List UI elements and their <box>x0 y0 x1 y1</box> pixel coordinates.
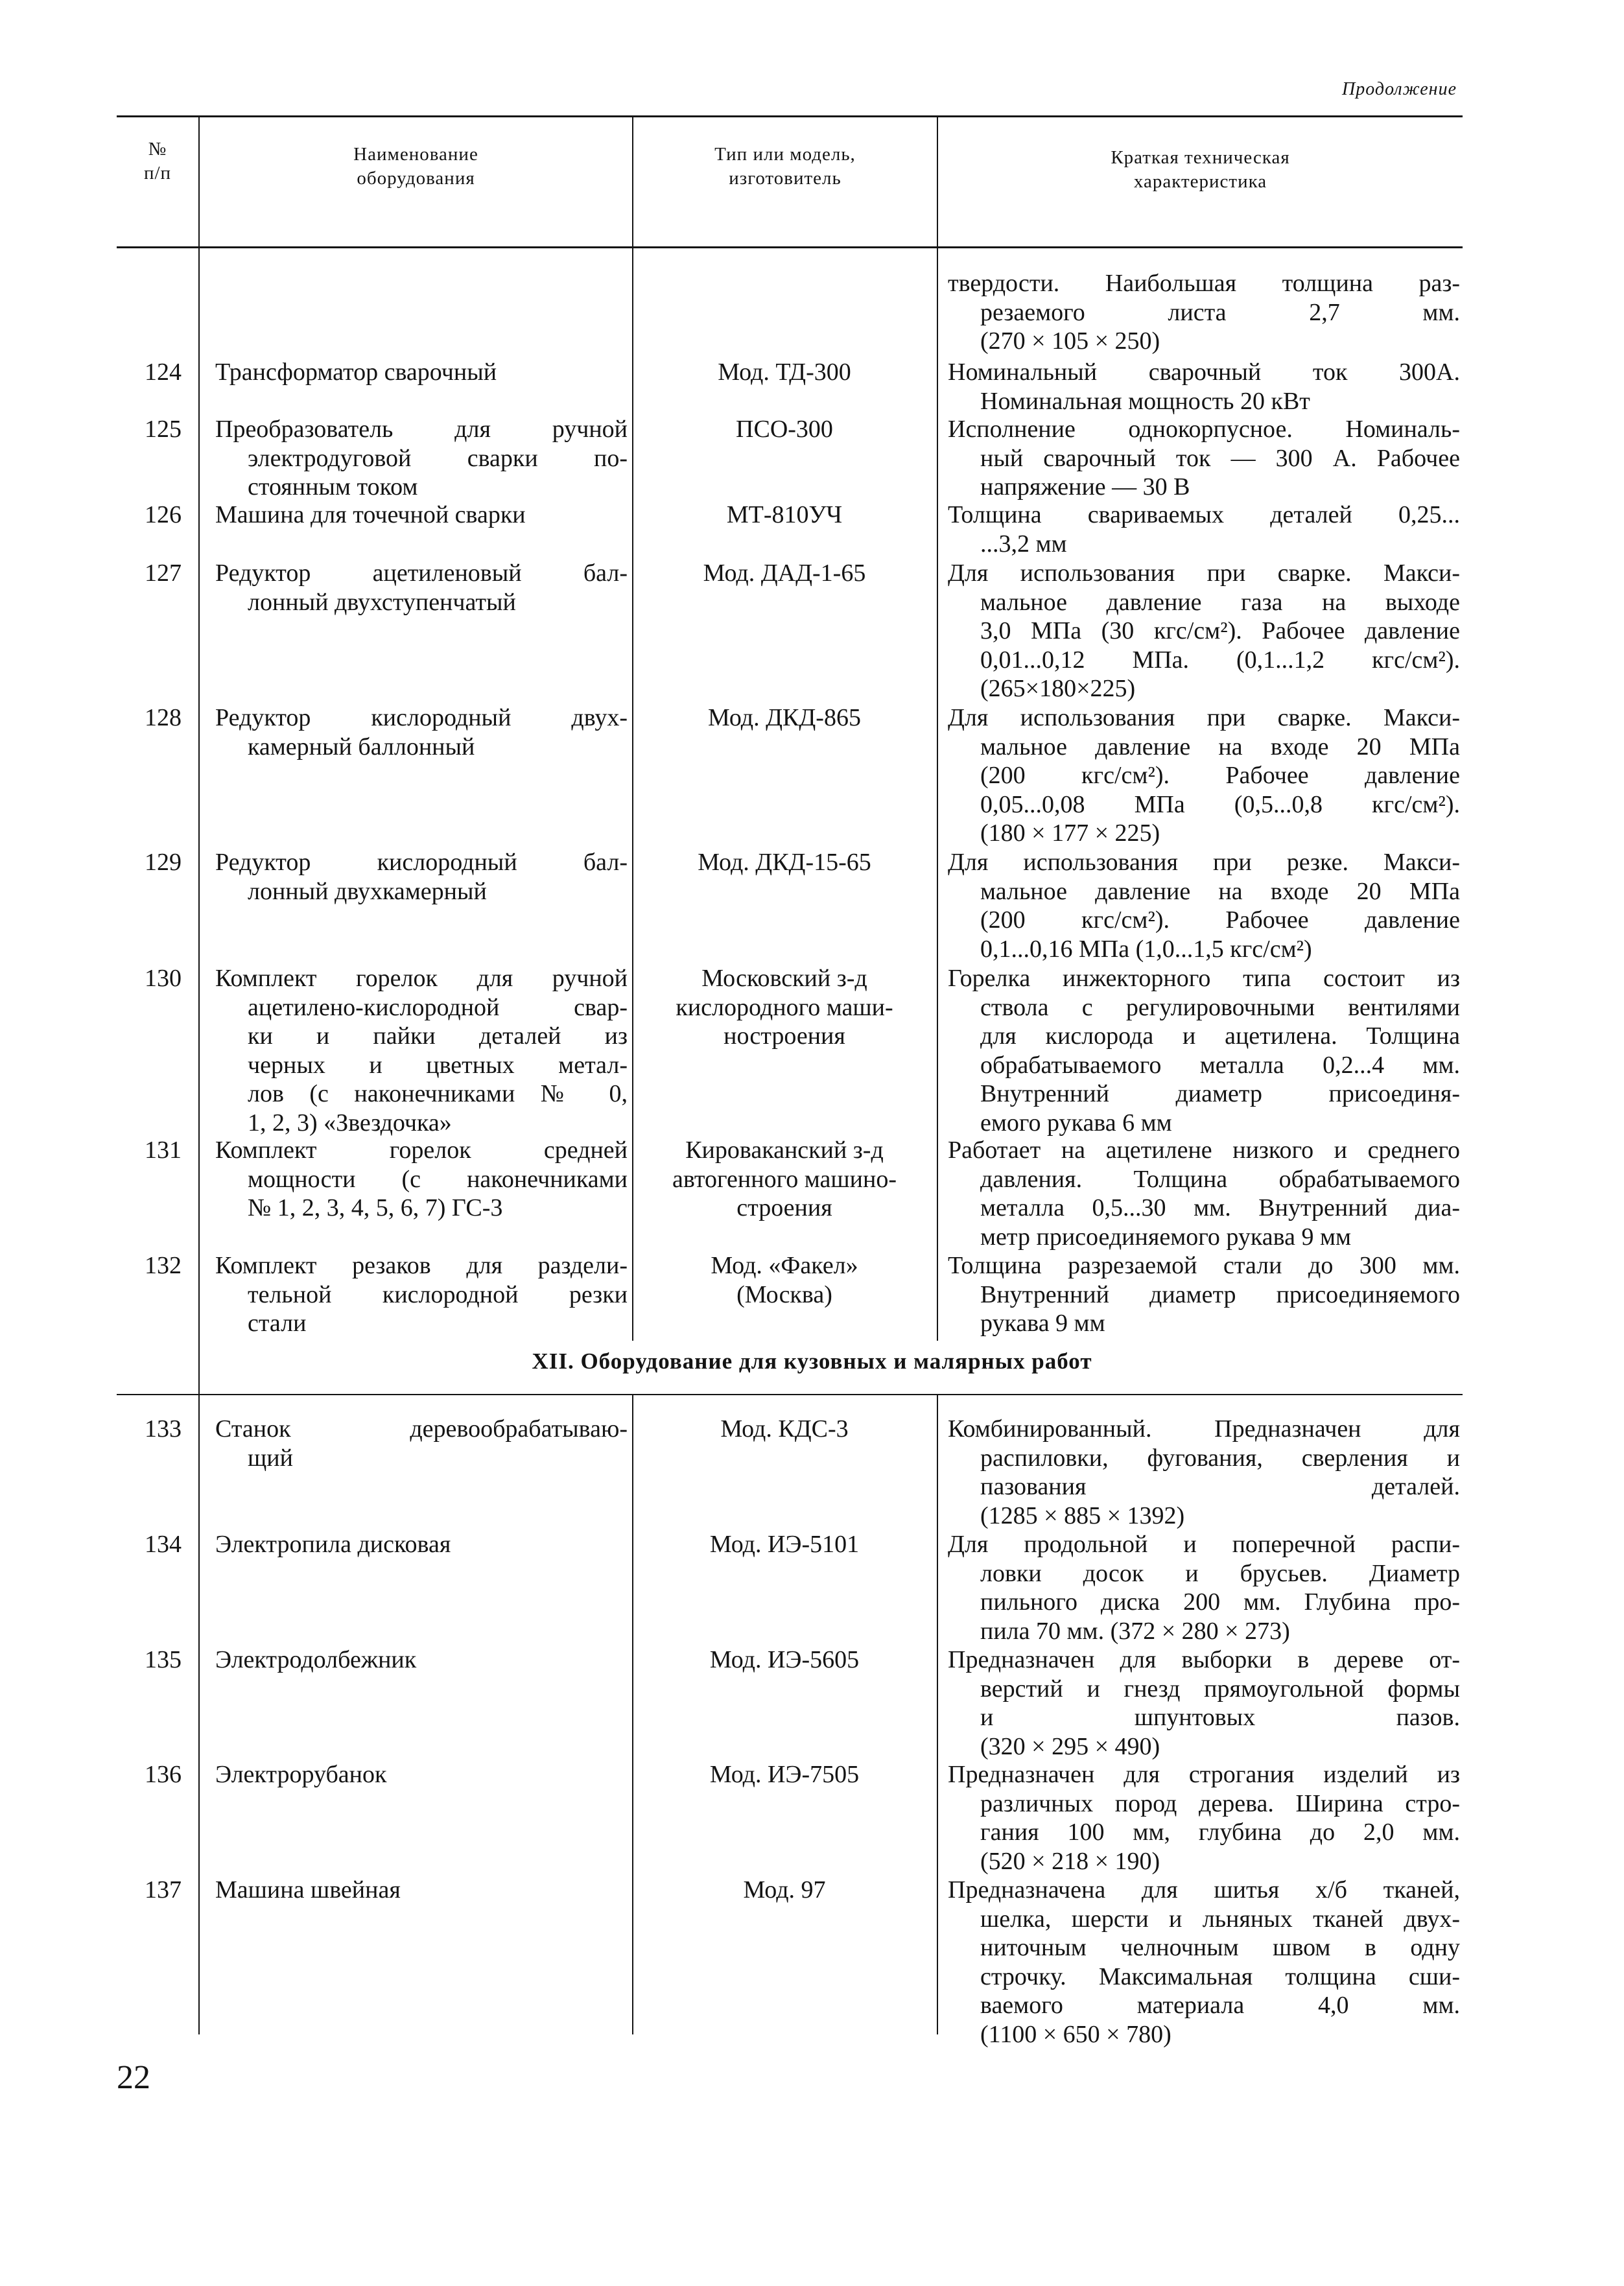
equipment-spec-line: (520 × 218 × 190) <box>980 1847 1160 1875</box>
equipment-spec-line: Работает на ацетилене низкого и среднего <box>948 1137 1460 1164</box>
equipment-spec <box>948 848 1460 963</box>
page-number: 22 <box>117 2059 150 2096</box>
equipment-spec <box>948 1760 1460 1876</box>
equipment-model <box>639 559 930 588</box>
equipment-name-line: тельной кислородной резки <box>248 1280 628 1308</box>
equipment-spec-line: ный сварочный ток — 300 А. Рабочее <box>980 444 1460 472</box>
equipment-name <box>215 1136 628 1223</box>
equipment-model <box>639 964 930 1051</box>
equipment-spec-line: давления. Толщина обрабатываемого <box>980 1165 1460 1193</box>
row-number: 127 <box>145 560 182 587</box>
equipment-model-line: ностроения <box>724 1022 845 1050</box>
equipment-spec <box>948 269 1460 356</box>
equipment-spec-line: Исполнение однокорпусное. Номиналь- <box>948 416 1460 443</box>
equipment-spec-line: рукава 9 мм <box>980 1310 1105 1337</box>
equipment-spec <box>948 358 1460 416</box>
equipment-model <box>639 848 930 877</box>
equipment-spec-line: ваемого материала 4,0 мм. <box>980 1992 1460 2019</box>
equipment-spec-line: строчку. Максимальная толщина сши- <box>980 1962 1460 1990</box>
row-number: 136 <box>145 1761 182 1788</box>
equipment-model <box>639 1415 930 1444</box>
equipment-spec-line: Внутренний диаметр присоединяемого <box>980 1280 1460 1308</box>
equipment-name <box>215 703 628 761</box>
equipment-name <box>215 964 628 1137</box>
row-number: 133 <box>145 1415 182 1443</box>
equipment-spec-line: Комбинированный. Предназначен для <box>948 1415 1460 1443</box>
equipment-spec-line: Предназначен для строгания изделий из <box>948 1761 1460 1788</box>
equipment-spec-line: ...3,2 мм <box>980 530 1067 558</box>
equipment-name-line: 1, 2, 3) «Звездочка» <box>248 1109 452 1137</box>
equipment-spec-line: напряжение — 30 В <box>980 473 1190 501</box>
header-num: № п/п <box>143 139 172 183</box>
equipment-spec-line: Толщина свариваемых деталей 0,25... <box>948 501 1460 528</box>
row-number: 125 <box>145 416 182 443</box>
equipment-name <box>215 1415 628 1472</box>
table-top-rule <box>117 115 1463 117</box>
equipment-spec-line: (1100 × 650 × 780) <box>980 2020 1171 2048</box>
equipment-spec-line: 0,01...0,12 МПа. (0,1...1,2 кгс/см²). <box>980 646 1460 674</box>
equipment-name-line: лов (с наконечниками № 0, <box>248 1080 628 1107</box>
equipment-spec-line: Номинальная мощность 20 кВт <box>980 387 1310 415</box>
equipment-spec <box>948 1645 1460 1761</box>
equipment-spec-line: (200 кгс/см²). Рабочее давление <box>980 762 1460 789</box>
equipment-model-line: (Москва) <box>736 1280 832 1308</box>
equipment-name-line: камерный баллонный <box>248 733 475 760</box>
equipment-spec-line: распиловки, фугования, сверления и <box>980 1444 1460 1472</box>
equipment-model-line: Мод. «Факел» <box>711 1252 858 1279</box>
equipment-name <box>215 1530 628 1559</box>
equipment-model-line: Московский з-д <box>701 965 867 992</box>
equipment-model-line: Мод. ДКД-865 <box>708 704 861 731</box>
equipment-model <box>639 1760 930 1789</box>
equipment-name-line: Электропила дисковая <box>215 1531 451 1558</box>
equipment-spec-line: мальное давление на входе 20 МПа <box>980 877 1460 905</box>
equipment-spec-line: Предназначена для шитья х/б тканей, <box>948 1876 1460 1903</box>
equipment-spec <box>948 1136 1460 1251</box>
equipment-name-line: лонный двухступенчатый <box>248 588 516 616</box>
equipment-spec-line: Номинальный сварочный ток 300А. <box>948 359 1460 386</box>
row-number: 130 <box>145 965 182 992</box>
equipment-spec-line: шелка, шерсти и льняных тканей двух- <box>980 1905 1460 1933</box>
row-number: 129 <box>145 849 182 876</box>
equipment-name <box>215 1645 628 1675</box>
equipment-spec-line: Горелка инжекторного типа состоит из <box>948 965 1460 992</box>
equipment-name-line: Трансформатор сварочный <box>215 359 497 386</box>
equipment-spec-line: Для продольной и поперечной распи- <box>948 1531 1460 1558</box>
equipment-spec-line: пила 70 мм. (372 × 280 × 273) <box>980 1617 1290 1645</box>
equipment-model <box>639 501 930 530</box>
equipment-spec-line: Для использования при сварке. Макси- <box>948 560 1460 587</box>
equipment-spec-line: ствола с регулировочными вентилями <box>980 993 1460 1021</box>
equipment-model <box>639 1251 930 1309</box>
equipment-spec-line: гания 100 мм, глубина до 2,0 мм. <box>980 1819 1460 1846</box>
equipment-name-line: Комплект резаков для раздели- <box>215 1252 628 1279</box>
equipment-spec <box>948 1876 1460 2049</box>
equipment-name-line: Машина швейная <box>215 1876 401 1903</box>
equipment-spec-line: мальное давление газа на выходе <box>980 588 1460 616</box>
equipment-spec-line: 0,05...0,08 МПа (0,5...0,8 кгс/см²). <box>980 790 1460 818</box>
table-section-rule <box>117 1394 1463 1395</box>
equipment-model <box>639 1530 930 1559</box>
equipment-name-line: стали <box>248 1310 307 1337</box>
equipment-model-line: Мод. ИЭ-7505 <box>709 1761 860 1788</box>
equipment-spec-line: (180 × 177 × 225) <box>980 819 1160 847</box>
equipment-spec-line: 3,0 МПа (30 кгс/см²). Рабочее давление <box>980 617 1460 644</box>
equipment-model-line: Мод. 97 <box>743 1876 826 1903</box>
equipment-model <box>639 1876 930 1905</box>
equipment-spec-line: Толщина разрезаемой стали до 300 мм. <box>948 1252 1460 1279</box>
equipment-model <box>639 415 930 444</box>
equipment-model-line: Мод. ТД-300 <box>718 359 851 386</box>
equipment-spec-line: твердости. Наибольшая толщина раз- <box>948 270 1460 297</box>
equipment-spec <box>948 415 1460 502</box>
row-number: 126 <box>145 501 182 528</box>
equipment-name-line: Редуктор ацетиленовый бал- <box>215 560 628 587</box>
equipment-spec-line: мальное давление на входе 20 МПа <box>980 733 1460 760</box>
equipment-model-line: МТ-810УЧ <box>726 501 843 528</box>
equipment-name-line: щий <box>248 1444 293 1472</box>
equipment-model-line: Мод. КДС-3 <box>720 1415 849 1443</box>
equipment-model-line: Мод. ДАД-1-65 <box>703 560 866 587</box>
equipment-spec-line: 0,1...0,16 МПа (1,0...1,5 кгс/см²) <box>980 935 1312 963</box>
row-number: 132 <box>145 1252 182 1279</box>
equipment-model-line: ПСО-300 <box>736 416 833 443</box>
equipment-name <box>215 358 628 387</box>
equipment-spec-line: Предназначен для выборки в дереве от- <box>948 1646 1460 1673</box>
equipment-model-line: Мод. ДКД-15-65 <box>698 849 871 876</box>
equipment-spec-line: и шпунтовых пазов. <box>980 1704 1460 1731</box>
continuation-label: Продолжение <box>1342 79 1457 99</box>
table-header-bottom-rule <box>117 246 1463 248</box>
equipment-name-line: Преобразователь для ручной <box>215 416 628 443</box>
row-number: 134 <box>145 1531 182 1558</box>
equipment-model-line: автогенного машино- <box>672 1165 897 1193</box>
equipment-model-line: Мод. ИЭ-5101 <box>709 1531 860 1558</box>
equipment-name <box>215 501 628 530</box>
equipment-name-line: Редуктор кислородный бал- <box>215 849 628 876</box>
equipment-name-line: стоянным током <box>248 473 418 501</box>
equipment-spec-line: Для использования при резке. Макси- <box>948 849 1460 876</box>
equipment-model <box>639 358 930 387</box>
equipment-model <box>639 1136 930 1223</box>
equipment-spec <box>948 1530 1460 1645</box>
row-number: 131 <box>145 1137 182 1164</box>
equipment-spec <box>948 501 1460 558</box>
equipment-name <box>215 559 628 617</box>
equipment-spec-line: обрабатываемого металла 0,2...4 мм. <box>980 1051 1460 1079</box>
equipment-name-line: ацетилено-кислородной свар- <box>248 993 628 1021</box>
equipment-spec-line: верстий и гнезд прямоугольной формы <box>980 1675 1460 1703</box>
equipment-name-line: Комплект горелок для ручной <box>215 965 628 992</box>
equipment-spec <box>948 964 1460 1137</box>
equipment-name <box>215 415 628 502</box>
equipment-model-line: строения <box>736 1194 832 1221</box>
equipment-name-line: № 1, 2, 3, 4, 5, 6, 7) ГС-3 <box>248 1194 503 1221</box>
equipment-name <box>215 848 628 906</box>
equipment-model-line: Мод. ИЭ-5605 <box>709 1646 860 1673</box>
equipment-spec-line: для кислорода и ацетилена. Толщина <box>980 1022 1460 1050</box>
equipment-spec <box>948 1251 1460 1338</box>
equipment-name-line: электродуговой сварки по- <box>248 444 628 472</box>
equipment-name-line: мощности (с наконечниками <box>248 1165 628 1193</box>
equipment-name-line: Электродолбежник <box>215 1646 417 1673</box>
header-type: Тип или модель, изготовитель <box>714 144 856 189</box>
column-divider-1 <box>198 115 200 2034</box>
equipment-name <box>215 1876 628 1905</box>
equipment-name-line: ки и пайки деталей из <box>248 1022 628 1050</box>
equipment-spec-line: пильного диска 200 мм. Глубина про- <box>980 1588 1460 1616</box>
equipment-spec-line: метр присоединяемого рукава 9 мм <box>980 1223 1352 1251</box>
equipment-name <box>215 1760 628 1789</box>
equipment-name <box>215 1251 628 1338</box>
equipment-name-line: Машина для точечной сварки <box>215 501 526 528</box>
column-divider-3b <box>937 1395 938 2034</box>
column-divider-2 <box>632 115 633 1341</box>
equipment-model-line: кислородного маши- <box>676 993 893 1021</box>
column-divider-3 <box>937 115 938 1341</box>
equipment-spec-line: резаемого листа 2,7 мм. <box>980 298 1460 326</box>
equipment-spec-line: Внутренний диаметр присоединя- <box>980 1080 1460 1107</box>
equipment-name-line: лонный двухкамерный <box>248 877 487 905</box>
header-spec: Краткая техническая характеристика <box>1111 147 1290 192</box>
equipment-spec <box>948 703 1460 848</box>
equipment-spec-line: (200 кгс/см²). Рабочее давление <box>980 906 1460 934</box>
equipment-model <box>639 703 930 733</box>
row-number: 128 <box>145 704 182 731</box>
equipment-name-line: Комплект горелок средней <box>215 1137 628 1164</box>
row-number: 137 <box>145 1876 182 1903</box>
equipment-spec <box>948 559 1460 703</box>
equipment-name-line: черных и цветных метал- <box>248 1051 628 1079</box>
equipment-spec <box>948 1415 1460 1530</box>
equipment-spec-line: (265×180×225) <box>980 675 1136 702</box>
equipment-model <box>639 1645 930 1675</box>
equipment-spec-line: емого рукава 6 мм <box>980 1109 1172 1137</box>
section-title: XII. Оборудование для кузовных и малярных работ <box>532 1349 1092 1374</box>
equipment-spec-line: ниточным челночным швом в одну <box>980 1934 1460 1961</box>
equipment-spec-line: (1285 × 885 × 1392) <box>980 1502 1185 1529</box>
row-number: 135 <box>145 1646 182 1673</box>
row-number: 124 <box>145 359 182 386</box>
equipment-name-line: Станок деревообрабатываю- <box>215 1415 628 1443</box>
column-divider-2b <box>632 1395 633 2034</box>
header-name: Наименование оборудования <box>353 144 478 189</box>
equipment-spec-line: различных пород дерева. Ширина стро- <box>980 1789 1460 1817</box>
equipment-name-line: Электрорубанок <box>215 1761 387 1788</box>
equipment-spec-line: пазования деталей. <box>980 1473 1460 1500</box>
equipment-model-line: Кироваканский з-д <box>685 1137 884 1164</box>
equipment-spec-line: Для использования при сварке. Макси- <box>948 704 1460 731</box>
equipment-name-line: Редуктор кислородный двух- <box>215 704 628 731</box>
equipment-spec-line: (320 × 295 × 490) <box>980 1732 1160 1760</box>
equipment-spec-line: металла 0,5...30 мм. Внутренний диа- <box>980 1194 1460 1221</box>
equipment-spec-line: (270 × 105 × 250) <box>980 327 1160 355</box>
equipment-spec-line: ловки досок и брусьев. Диаметр <box>980 1559 1460 1587</box>
